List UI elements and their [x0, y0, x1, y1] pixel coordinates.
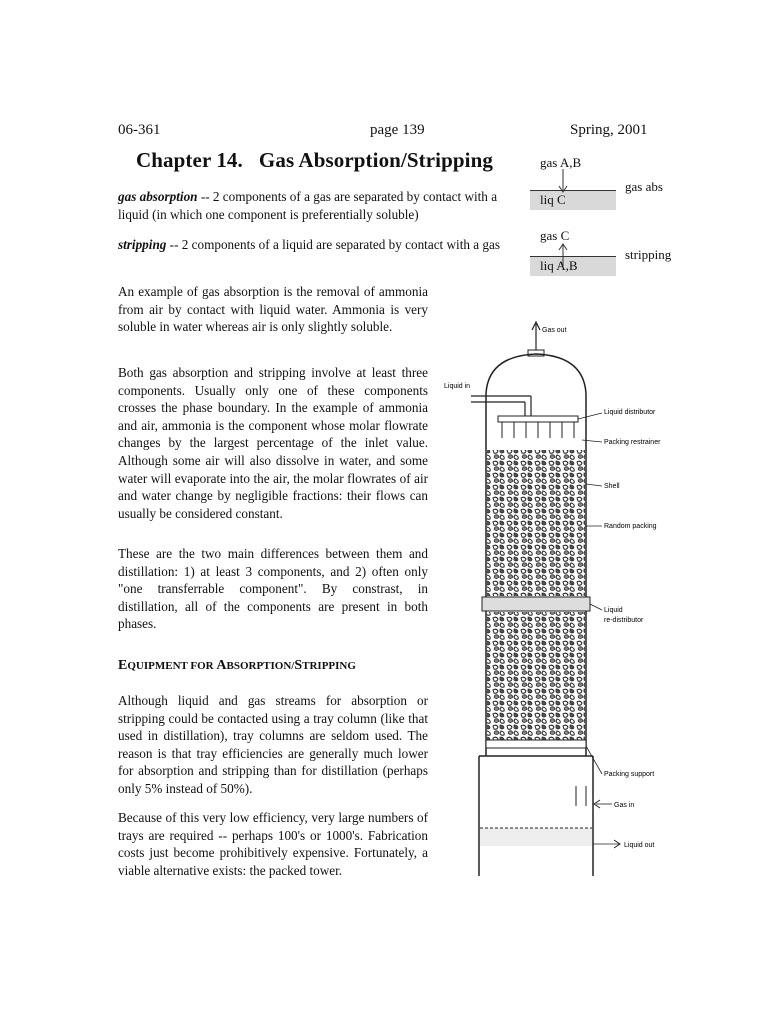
definition-text: -- 2 components of a liquid are separated by contact with a gas	[166, 237, 500, 252]
heading-cap-e: E	[118, 658, 128, 673]
label-liquid-out: Liquid out	[624, 842, 655, 849]
paragraph-low-efficiency: Because of this very low efficiency, very large numbers of trays are required -- perhaps 100's or 1000's. Fabrication costs just become prohibitively expensive. Fortunately, a viable alternative exists: the packed tower.	[118, 810, 428, 878]
heading-part: TRIPPING	[302, 660, 356, 672]
label-random-packing: Random packing	[604, 523, 657, 530]
liquid-pool	[480, 828, 592, 846]
stripping-mini-diagram	[530, 228, 690, 280]
abs-gas-label: gas A,B	[540, 155, 582, 170]
heading-cap-a: A	[216, 658, 227, 673]
label-packing-restrainer: Packing restrainer	[604, 439, 661, 446]
label-gas-in: Gas in	[614, 802, 635, 809]
liquid-distributor	[471, 396, 578, 438]
label-liquid-redistributor: Liquid	[604, 607, 623, 614]
heading-part: BSORPTION/	[226, 660, 295, 672]
down-arrow-icon	[558, 169, 568, 195]
heading-cap-s: S	[294, 658, 303, 673]
definition-stripping	[118, 236, 523, 254]
gas-absorption-mini-diagram	[530, 155, 690, 215]
abs-process-label: gas abs	[625, 179, 663, 194]
paragraph-tray-columns: Although liquid and gas streams for absorption or stripping could be contacted using a tray column (like that used in distillation), tray columns are seldom used. The reason is that tray efficiencies are generally much lower for absorption and stripping than for distillation (perhaps only 5% instead of 50%).	[118, 693, 428, 796]
term-gas-absorption: gas absorption	[118, 189, 198, 204]
label-gas-out: Gas out	[542, 327, 567, 334]
label-liquid-in: Liquid in	[444, 383, 471, 390]
abs-interface-line	[530, 190, 616, 191]
random-packing-lower	[487, 612, 585, 740]
header-page: page 139	[370, 122, 425, 138]
paragraph-three-components: Both gas absorption and stripping involve at least three components. Usually only one of these components crosses the phase boundary. In the example of ammonia and air, ammonia is the component whose molar flowrate changes by the largest percentage of the inlet value. Although some air will also dissolve in water, and some water will evaporate into the air, the molar flowrates of air and water change by negligible fractions: their flows can usually be considered constant.	[118, 365, 428, 521]
abs-liquid-label: liq C	[540, 192, 566, 207]
gas-inlet	[576, 786, 586, 806]
packed-tower-diagram	[436, 316, 696, 876]
heading-part: QUIPMENT FOR	[127, 660, 217, 672]
liquid-redistributor-plate	[482, 597, 590, 611]
definition-text: -- 2 components of a gas are separated by contact with a liquid (in which one component is preferentially soluble)	[118, 189, 498, 222]
label-liquid-redistributor-2: re-distributor	[604, 617, 644, 624]
strip-liquid-label: liq A,B	[540, 258, 578, 273]
definition-gas-absorption	[118, 188, 523, 223]
label-shell: Shell	[604, 483, 620, 490]
packing-support-plate	[486, 740, 586, 748]
section-heading	[118, 658, 356, 674]
header-course: 06-361	[118, 122, 161, 138]
strip-gas-label: gas C	[540, 228, 570, 243]
strip-interface-line	[530, 256, 616, 257]
header-term: Spring, 2001	[570, 122, 648, 138]
label-packing-support: Packing support	[604, 771, 655, 778]
strip-process-label: stripping	[625, 247, 672, 262]
random-packing-upper	[487, 450, 585, 596]
term-stripping: stripping	[118, 237, 167, 252]
up-arrow-icon	[558, 242, 568, 268]
paragraph-ammonia-example: An example of gas absorption is the removal of ammonia from air by contact with liquid water. Ammonia is very soluble in water whereas air is only slightly soluble.	[118, 284, 428, 335]
chapter-title: Chapter 14. Gas Absorption/Stripping	[136, 148, 493, 172]
paragraph-differences: These are the two main differences between them and distillation: 1) at least 3 components, and 2) often only "one transferrable component". By constrast, in distillation, all of the components are present in both phases.	[118, 546, 428, 632]
label-liquid-distributor: Liquid distributor	[604, 409, 656, 416]
